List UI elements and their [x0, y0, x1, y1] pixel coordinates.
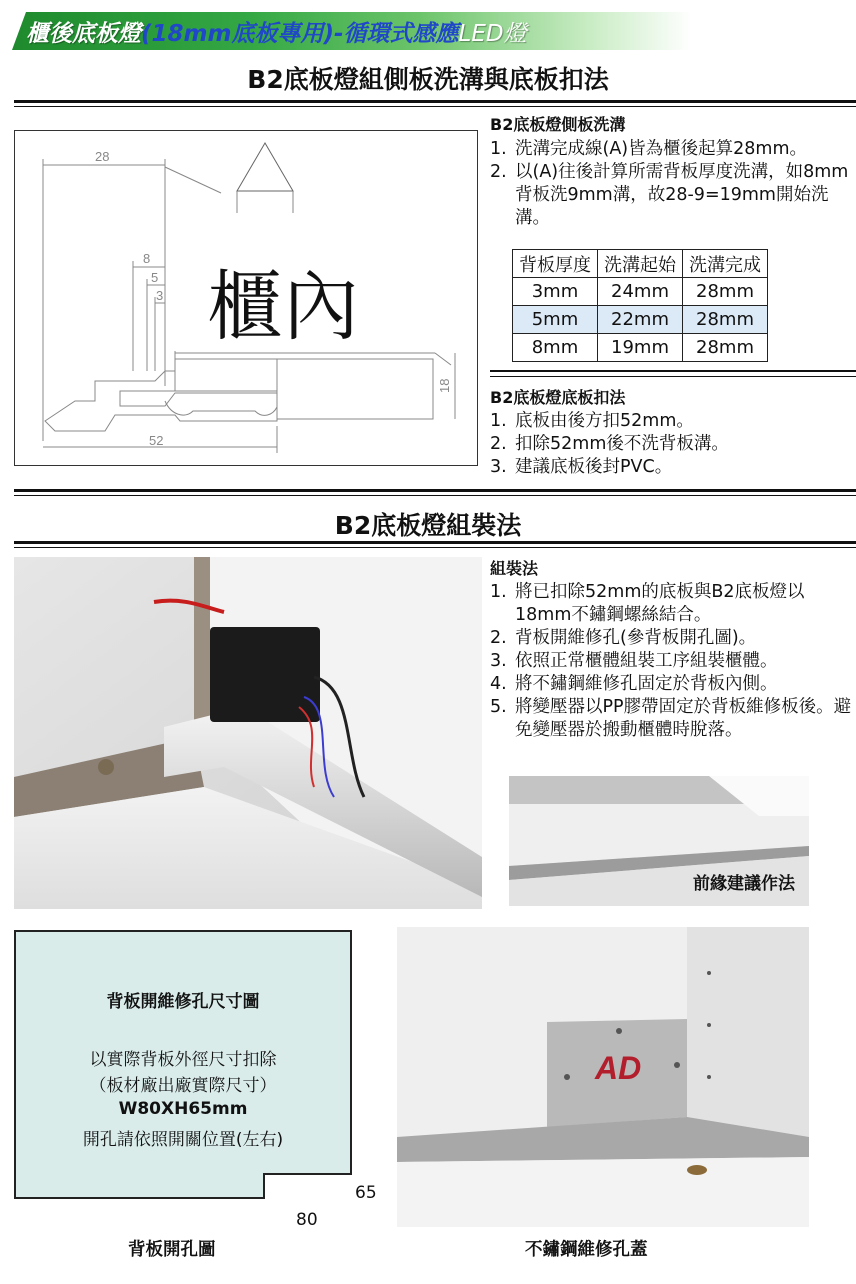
list-item: 3. 依照正常櫃體組裝工序組裝櫃體。 — [490, 651, 778, 671]
cover-caption: 不鏽鋼維修孔蓋 — [525, 1240, 648, 1260]
notch-line-1: 以實際背板外徑尺寸扣除 — [89, 1050, 277, 1070]
table-header: 洗溝起始 — [598, 250, 683, 278]
notch-line-4: 開孔請依照開關位置(左右) — [82, 1130, 284, 1150]
divider — [14, 547, 856, 548]
divider — [14, 489, 856, 492]
notch-height-label: 65 — [355, 1183, 377, 1203]
list-item: 2. 背板開維修孔(參背板開孔圖)。 — [490, 628, 757, 648]
divider — [14, 100, 856, 103]
dim-5-label: 5 — [151, 270, 159, 285]
ad-logo: AD — [595, 1050, 642, 1086]
assembly-heading: 組裝法 — [490, 559, 539, 578]
list-item: 1. 底板由後方扣52mm。 — [490, 411, 694, 431]
notch-line-3: W80XH65mm — [118, 1099, 248, 1119]
buckle-list — [490, 410, 856, 479]
divider — [14, 541, 856, 544]
banner-title: 櫃後底板燈(18mm底板專用)-循環式感應LED燈 — [26, 21, 527, 47]
table-row: 3mm 24mm 28mm — [513, 278, 768, 306]
assembly-photo — [14, 557, 482, 909]
section-title-assembly: B2底板燈組裝法 — [334, 511, 522, 540]
divider — [14, 495, 856, 496]
list-item: 2. 扣除52mm後不洗背板溝。 — [490, 434, 729, 454]
table-header: 洗溝完成 — [683, 250, 768, 278]
divider — [490, 370, 856, 372]
divider — [14, 106, 856, 107]
groove-table — [512, 249, 768, 362]
notch-line-2: （板材廠出廠實際尺寸） — [89, 1076, 277, 1096]
notch-caption: 背板開孔圖 — [128, 1240, 216, 1260]
list-item: 4. 將不鏽鋼維修孔固定於背板內側。 — [490, 674, 778, 694]
section-title-groove: B2底板燈組側板洗溝與底板扣法 — [247, 65, 609, 94]
list-item: 2. 以(A)往後計算所需背板厚度洗溝，如8mm背板洗9mm溝，故28-9=19mm開始洗溝。 — [490, 162, 849, 228]
dim-18-label: 18 — [437, 378, 452, 393]
divider — [490, 376, 856, 377]
dim-8-label: 8 — [143, 251, 151, 266]
list-item: 3. 建議底板後封PVC。 — [490, 457, 673, 477]
groove-heading: B2底板燈側板洗溝 — [490, 115, 626, 134]
buckle-heading: B2底板燈底板扣法 — [490, 388, 626, 407]
table-header: 背板厚度 — [513, 250, 598, 278]
front-edge-photo — [509, 776, 809, 906]
table-row: 8mm 19mm 28mm — [513, 334, 768, 362]
profile-drawing — [15, 131, 476, 464]
list-item: 5. 將變壓器以PP膠帶固定於背板維修板後。避免變壓器於搬動櫃體時脫落。 — [490, 697, 852, 740]
dim-52-label: 52 — [149, 433, 164, 448]
notch-width-label: 80 — [296, 1210, 318, 1230]
profile-diagram — [14, 130, 478, 466]
list-item: 1. 將已扣除52mm的底板與B2底板燈以18mm不鏽鋼螺絲結合。 — [490, 582, 805, 625]
cover-photo — [397, 927, 809, 1227]
dim-28-label: 28 — [95, 149, 110, 164]
cabinet-inside-label: 櫃內 — [207, 262, 359, 351]
groove-list — [490, 138, 856, 230]
front-edge-caption: 前緣建議作法 — [693, 874, 795, 894]
list-item: 1. 洗溝完成線(A)皆為櫃後起算28mm。 — [490, 139, 807, 159]
table-row: 5mm 22mm 28mm — [513, 306, 768, 334]
dim-3-label: 3 — [156, 288, 164, 303]
notch-title: 背板開維修孔尺寸圖 — [106, 992, 260, 1012]
assembly-list — [490, 581, 856, 742]
